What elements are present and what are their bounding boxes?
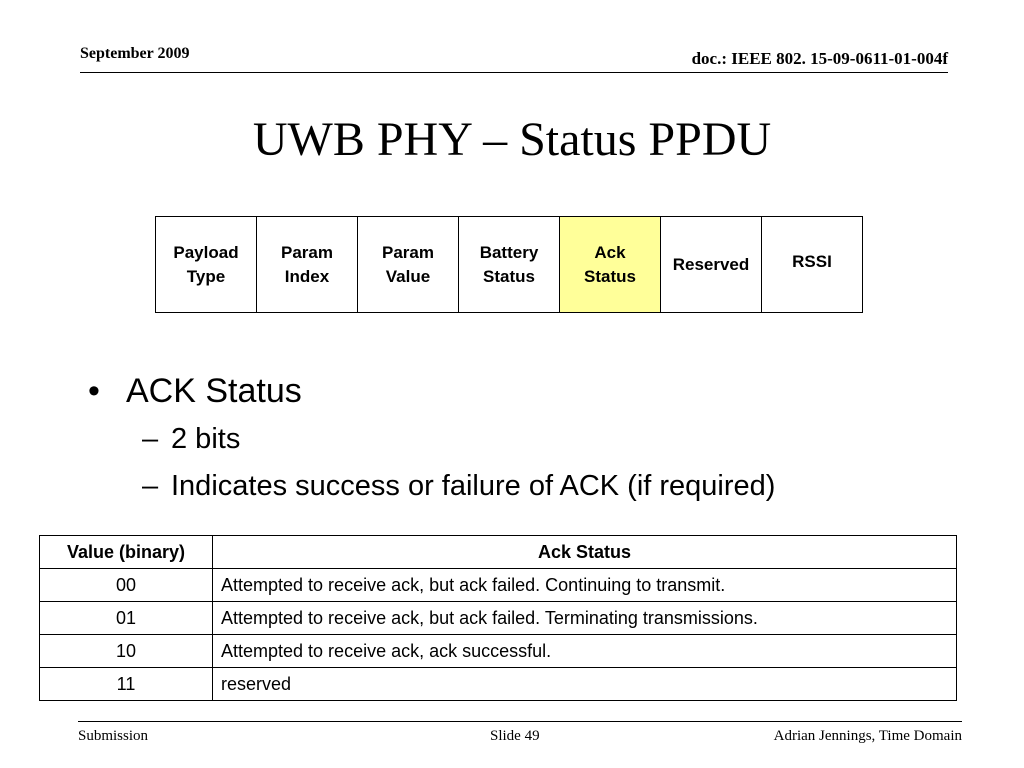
field-param-value: Param Value <box>357 216 459 313</box>
footer-slide-number: Slide 49 <box>490 728 540 744</box>
bullet-text: ACK Status <box>126 372 302 410</box>
cell-description: Attempted to receive ack, but ack failed. Terminating transmissions. <box>213 602 957 635</box>
sub-bullet-text: 2 bits <box>171 423 241 455</box>
field-payload-type: Payload Type <box>155 216 257 313</box>
header-doc-id: doc.: IEEE 802. 15-09-0611-01-004f <box>691 49 948 68</box>
cell-description: Attempted to receive ack, but ack failed. Continuing to transmit. <box>213 569 957 602</box>
cell-value: 01 <box>40 602 213 635</box>
ack-status-table <box>39 535 957 701</box>
sub-bullet-text: Indicates success or failure of ACK (if required) <box>171 470 776 502</box>
table-row <box>40 569 957 602</box>
field-reserved: Reserved <box>660 216 762 313</box>
table-row <box>40 602 957 635</box>
footer-submission: Submission <box>78 728 149 744</box>
bullet-dot: • <box>88 372 100 410</box>
header-date: September 2009 <box>80 45 190 62</box>
cell-value: 10 <box>40 635 213 668</box>
table-header-row <box>40 536 957 569</box>
slide-title: UWB PHY – Status PPDU <box>252 113 772 166</box>
bullet-dash: – <box>142 470 159 502</box>
header-divider <box>80 72 948 73</box>
cell-value: 00 <box>40 569 213 602</box>
field-battery-status: Battery Status <box>458 216 560 313</box>
cell-value: 11 <box>40 668 213 701</box>
field-param-index: Param Index <box>256 216 358 313</box>
col-header-value: Value (binary) <box>40 536 213 569</box>
bullet-ack-status <box>88 372 775 411</box>
table-row <box>40 635 957 668</box>
table-row <box>40 668 957 701</box>
field-rssi: RSSI <box>761 216 863 313</box>
sub-bullet-bits <box>88 423 775 456</box>
bullet-dash: – <box>142 423 159 455</box>
cell-description: reserved <box>213 668 957 701</box>
sub-bullet-indicates <box>88 470 775 503</box>
bullet-list <box>88 372 775 503</box>
footer-divider <box>78 721 962 722</box>
field-ack-status: Ack Status <box>559 216 661 313</box>
col-header-ack-status: Ack Status <box>213 536 957 569</box>
cell-description: Attempted to receive ack, ack successful. <box>213 635 957 668</box>
ppdu-field-diagram <box>155 216 863 313</box>
footer-author: Adrian Jennings, Time Domain <box>773 728 962 744</box>
